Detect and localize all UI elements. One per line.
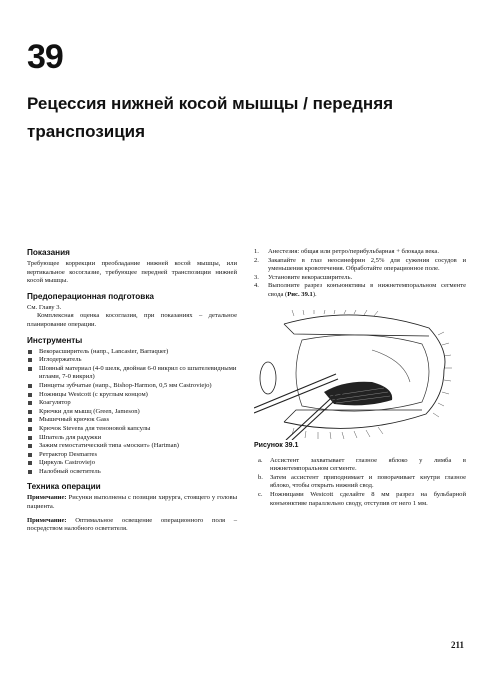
step-number: 2. [254,256,259,264]
instrument-item: Налобный осветитель [27,468,237,477]
instrument-item: Циркуль Castroviejo [27,459,237,468]
eye-surgery-drawing [254,310,466,440]
instrument-item: Иглодержатель [27,356,237,365]
technique-note-1 [27,494,237,511]
instruments-section [27,336,237,477]
step-text: Выполните разрез конъюнктивы в нижнетемпоральном сегменте свода ( [268,282,466,298]
instrument-item: Векорасширитель (напр., Lancaster, Barraquer) [27,348,237,357]
note-text: Оптимальное освещение операционного поля – посредством налобного осветителя. [27,516,237,533]
instruments-heading: Инструменты [27,335,83,345]
instrument-item: Ретрактор Desmarres [27,451,237,460]
figure-caption: Рисунок 39.1 [254,441,299,449]
instrument-item: Шпатель для радужки [27,434,237,443]
page-number: 211 [450,640,464,650]
technique-note-2 [27,517,237,534]
preop-section [27,292,237,330]
instrument-item: Ножницы Westcott (с круглым концом) [27,391,237,400]
speculum-bottom [284,410,422,422]
step-item [254,282,466,299]
step-text: Установите векорасширитель. [268,273,353,281]
figure-steps-list [258,457,466,509]
technique-section [27,482,237,533]
preop-heading: Предоперационная подготовка [27,291,154,301]
surgical-illustration [254,310,466,440]
step-text: Анестезия: общая или ретро/перибульбарная + блокада века. [268,248,439,255]
instrument-item: Зажим гемостатический типа «москит» (Hartman) [27,442,237,451]
figure-step-letter: b. [258,473,263,481]
figure-step-text: Ножницами Westcott сделайте 8 мм разрез на бульбарной конъюнктиве параллельно своду, отступив от него 1 мм. [270,490,466,507]
right-column [254,248,466,508]
note-label: Примечание: [27,516,67,524]
instrument-item: Мышечный крючок Gass [27,416,237,425]
steps-list [254,248,466,300]
lashes-right [433,332,452,417]
note-label: Примечание: [27,494,67,502]
step-number: 3. [254,273,259,281]
indications-section [27,248,237,286]
step-number: 1. [254,248,259,255]
note-text: Рисунки выполнены с позиции хирурга, стоящего у головы пациента. [27,494,237,511]
technique-heading: Техника операции [27,482,101,492]
step-item [254,248,466,257]
instrument-item: Шовный материал (4-0 шелк, двойная 6-0 викрил со шпателевидными иглами, 7-0 викрил) [27,365,237,382]
figure-step-item [258,491,466,508]
indications-text: Требующее коррекции преобладание нижней косой мышцы, или вертикальное косоглазие, требующее передней транспозиции нижней косой мышцы. [27,260,237,285]
nose-bump [260,362,276,394]
preop-line1: См. Главу 3. [27,303,62,311]
figure-step-text: Ассистент захватывает глазное яблоко у лимба в нижнетемпоральном сегменте. [270,456,466,473]
instrument-item: Пинцеты зубчатые (напр., Bishop-Harmon, 0,5 мм Castroviejo) [27,382,237,391]
instrument-item: Крючок Stevens для теноновой капсулы [27,425,237,434]
indications-heading: Показания [27,248,70,257]
figure-step-item [258,457,466,474]
step-item [254,257,466,274]
upper-lid [284,314,445,369]
preop-line2: Комплексная оценка косоглазия, при показаниях – детальное планирование операции. [27,312,237,328]
figure-step-text: Затем ассистент приподнимает и поворачивает кнутри глазное яблоко, чтобы открыть нижний свод. [270,473,466,490]
figure-step-item [258,474,466,491]
instruments-list [27,348,237,477]
instrument-item: Крючки для мышц (Green, Jameson) [27,408,237,417]
step-item [254,274,466,283]
figure-reference: Рис. 39.1 [287,290,313,298]
step-text: Закапайте в глаз неосинефрин 2,5% для сужения сосудов и уменьшения кровотечения. Обработайте операционное поле. [268,256,466,273]
left-column [27,248,237,540]
chapter-number: 39 [27,38,63,76]
conjunctiva-incision [324,381,392,405]
speculum-top [284,324,429,336]
iris-edge [372,350,410,382]
step-text: ). [312,290,317,298]
chapter-title: Рецессия нижней косой мышцы / передняя транспозиция [27,94,394,141]
figure-step-letter: a. [258,456,263,464]
figure-step-letter: c. [258,490,263,498]
step-number: 4. [254,282,259,290]
instrument-item: Коагулятор [27,399,237,408]
